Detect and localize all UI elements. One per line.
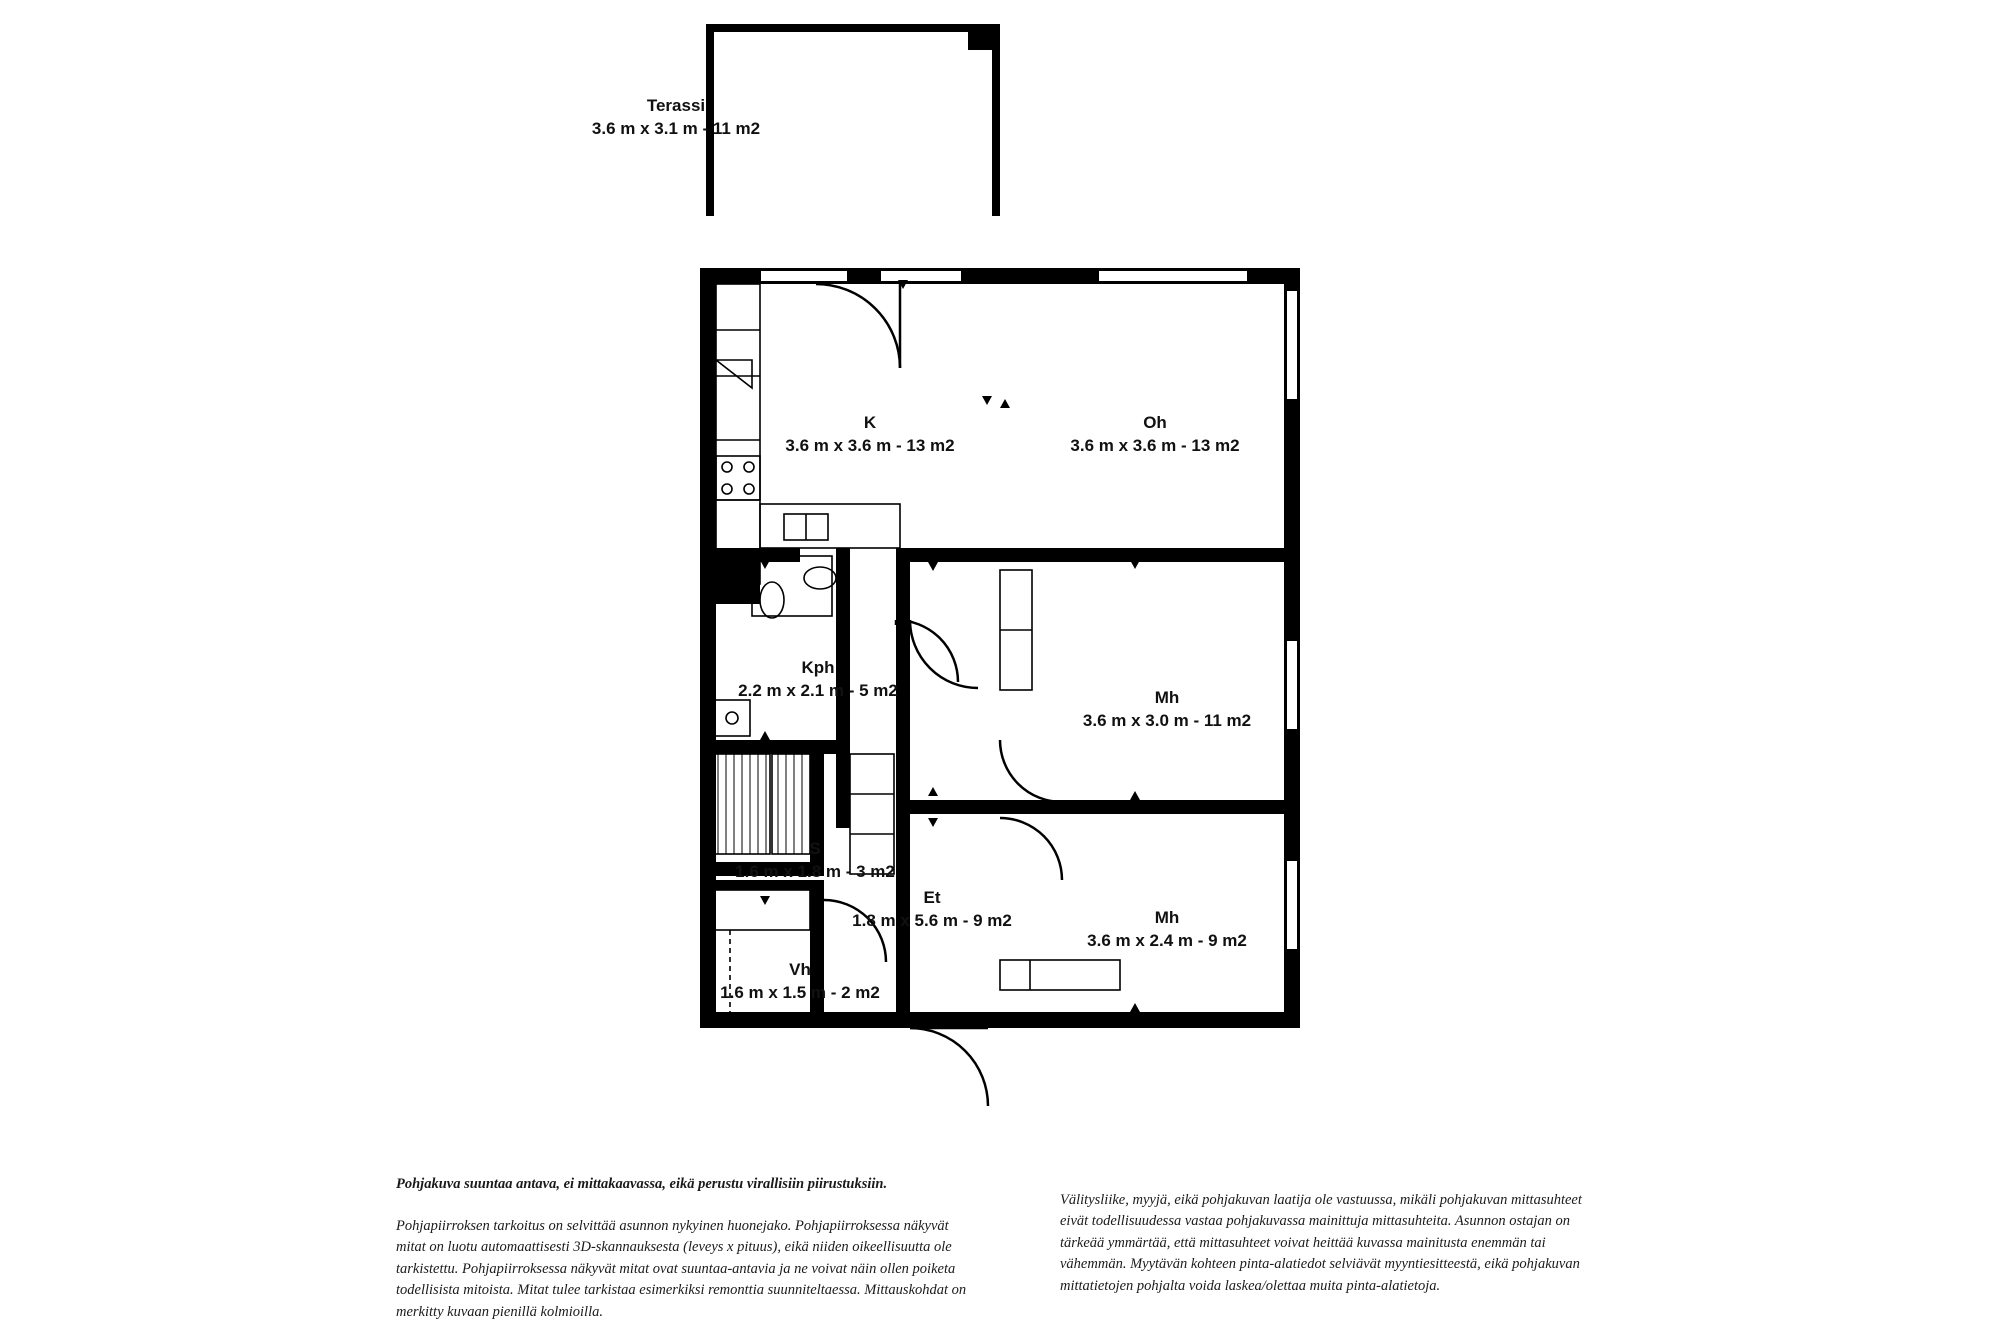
room-name: K xyxy=(863,413,877,433)
disclaimer-left: Pohjapiirroksen tarkoitus on selvittää asunnon nykyinen huonejako. Pohjapiirroksessa näkyvät mitat on luotu automaattisesti 3D-skannauksesta (leveys x pituus), eikä niiden oikeellisuutta ole tarkistettu. Pohjapiirroksessa näkyvät mitat ovat suuntaa-antavia ja ne voivat näin ollen poiketa todellisista mitoista. Mitat tulee tarkistaa esimerkiksi remonttia suunniteltaessa. Mittauskohdat on merkitty kuvaan pienillä kolmioilla. xyxy=(396,1218,967,1320)
room-name: Oh xyxy=(1143,413,1167,433)
room-name: Terassi xyxy=(646,96,706,116)
room-dimensions: 1.6 m x 1.5 m - 2 m2 xyxy=(720,983,880,1002)
room-dimensions: 3.6 m x 3.0 m - 11 m2 xyxy=(1082,711,1252,730)
room-name: Mh xyxy=(1154,688,1180,708)
room-name: S xyxy=(809,839,821,859)
room-name: Kph xyxy=(801,658,835,678)
room-dimensions: 3.6 m x 2.4 m - 9 m2 xyxy=(1087,931,1247,950)
room-dimensions: 3.6 m x 3.6 m - 13 m2 xyxy=(1070,436,1240,455)
room-dimensions: 3.6 m x 3.1 m - 11 m2 xyxy=(591,119,761,138)
room-name: Mh xyxy=(1154,908,1180,928)
room-name: Et xyxy=(923,888,941,908)
room-name: Vh xyxy=(789,960,811,980)
room-dimensions: 3.6 m x 3.6 m - 13 m2 xyxy=(785,436,955,455)
disclaimer-right: Välitysliike, myyjä, eikä pohjakuvan laatija ole vastuussa, mikäli pohjakuvan mittasuhteet eivät todellisuudessa vastaa pohjakuvassa mainittuja mittasuhteita. Asunnon ostajan on tärkeää ymmärtää, että mittasuhteet voivat heittää kuvassa mainitusta enemmän tai vähemmän. Myytävän kohteen pinta-alatiedot selviävät myyntiesitteestä, eikä pohjakuvan mittatietojen pohjalta voida laskea/olettaa muita pinta-alatietoja. xyxy=(1060,1192,1582,1294)
room-dimensions: 1.8 m x 5.6 m - 9 m2 xyxy=(852,911,1012,930)
room-dimensions: 2.2 m x 2.1 m - 5 m2 xyxy=(738,681,898,700)
disclaimer-title: Pohjakuva suuntaa antava, ei mittakaavassa, eikä perustu virallisiin piirustuksiin. xyxy=(396,1176,888,1192)
room-dimensions: 1.6 m x 1.8 m - 3 m2 xyxy=(735,862,895,881)
